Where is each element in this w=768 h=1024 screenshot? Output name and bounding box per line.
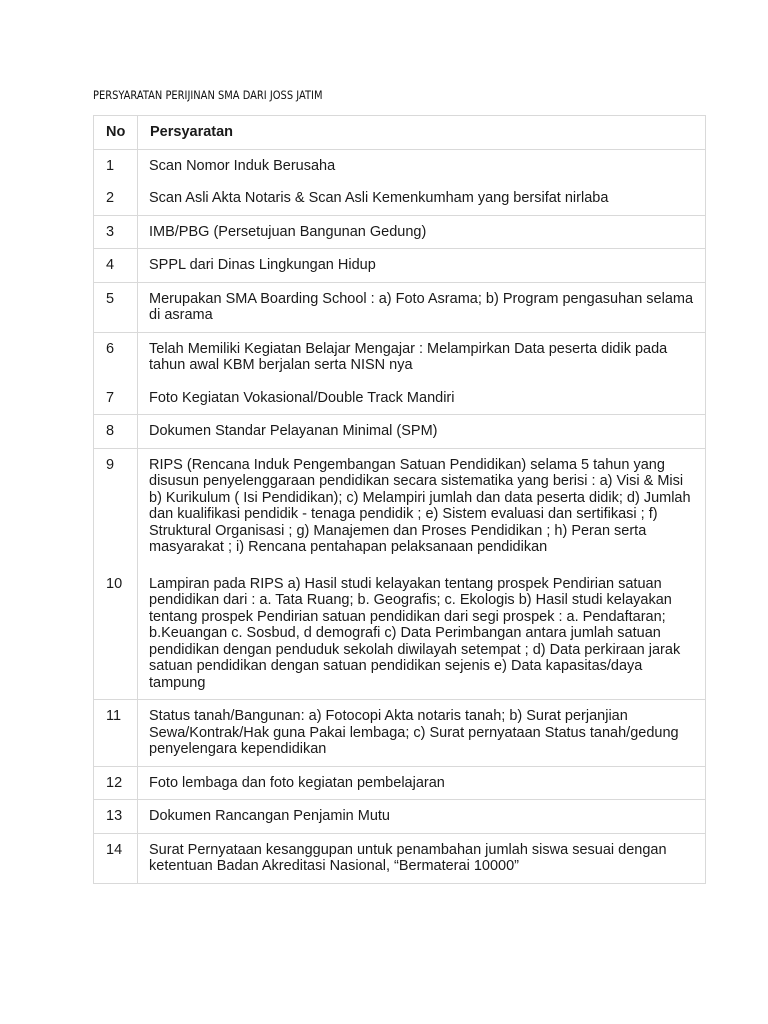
row-number: 5 bbox=[94, 282, 138, 332]
row-number: 7 bbox=[94, 384, 138, 415]
row-text: Surat Pernyataan kesanggupan untuk penambahan jumlah siswa sesuai dengan ketentuan Badan Akreditasi Nasional, “Bermaterai 10000” bbox=[138, 833, 706, 883]
table-row bbox=[94, 833, 706, 883]
row-number: 13 bbox=[94, 800, 138, 834]
row-text: RIPS (Rencana Induk Pengembangan Satuan Pendidikan) selama 5 tahun yang disusun penyelenggaraan pendidikan secara sistematika yang berisi : a) Visi & Misi b) Kurikulum ( Isi Pendidikan); c) Melampiri jumlah dan data peserta didik; d) Jumlah dan kualifikasi pendidik - tenaga pendidik ; e) Sistem evaluasi dan sertifikasi ; f) Struktural Organisasi ; g) Manajemen dan Proses Pendidikan ; h) Peran serta masyarakat ; i) Rencana pentahapan pelaksanaan pendidikan bbox=[138, 448, 706, 570]
table-row bbox=[94, 184, 706, 215]
row-text: Foto lembaga dan foto kegiatan pembelajaran bbox=[138, 766, 706, 800]
row-number: 8 bbox=[94, 415, 138, 449]
table-row bbox=[94, 282, 706, 332]
row-number: 14 bbox=[94, 833, 138, 883]
row-number: 1 bbox=[94, 149, 138, 184]
document-title: PERSYARATAN PERIJINAN SMA DARI JOSS JATIM bbox=[93, 88, 323, 102]
table-row bbox=[94, 332, 706, 384]
row-text: Telah Memiliki Kegiatan Belajar Mengajar : Melampirkan Data peserta didik pada tahun awal KBM berjalan serta NISN nya bbox=[138, 332, 706, 384]
header-requirement: Persyaratan bbox=[138, 116, 706, 150]
row-number: 2 bbox=[94, 184, 138, 215]
row-number: 3 bbox=[94, 215, 138, 249]
table-row bbox=[94, 800, 706, 834]
row-text: IMB/PBG (Persetujuan Bangunan Gedung) bbox=[138, 215, 706, 249]
row-number: 6 bbox=[94, 332, 138, 384]
row-number: 4 bbox=[94, 249, 138, 283]
table-row bbox=[94, 215, 706, 249]
row-text: SPPL dari Dinas Lingkungan Hidup bbox=[138, 249, 706, 283]
row-text: Scan Nomor Induk Berusaha bbox=[138, 149, 706, 184]
table-row bbox=[94, 415, 706, 449]
row-number: 9 bbox=[94, 448, 138, 570]
table-row bbox=[94, 700, 706, 767]
table-row bbox=[94, 766, 706, 800]
row-number: 10 bbox=[94, 570, 138, 700]
row-text: Foto Kegiatan Vokasional/Double Track Mandiri bbox=[138, 384, 706, 415]
header-no: No bbox=[94, 116, 138, 150]
table-row bbox=[94, 149, 706, 184]
row-text: Merupakan SMA Boarding School : a) Foto Asrama; b) Program pengasuhan selama di asrama bbox=[138, 282, 706, 332]
row-text: Dokumen Standar Pelayanan Minimal (SPM) bbox=[138, 415, 706, 449]
row-text: Status tanah/Bangunan: a) Fotocopi Akta notaris tanah; b) Surat perjanjian Sewa/Kontrak/Hak guna Pakai lembaga; c) Surat pernyataan Status tanah/gedung penyelengara kependidikan bbox=[138, 700, 706, 767]
table-row bbox=[94, 570, 706, 700]
row-text: Lampiran pada RIPS a) Hasil studi kelayakan tentang prospek Pendirian satuan pendidikan dari : a. Tata Ruang; b. Geografis; c. Ekologis b) Hasil studi kelayakan tentang prospek Pendirian satuan pendidikan dari segi prospek : a. Pendaftaran; b.Keuangan c. Sosbud, d demografi c) Data Perimbangan antara jumlah satuan pendidikan dengan penduduk sekolah diwilayah setempat ; d) Data perkiraan jarak satuan pendidikan dengan satuan pendidikan sejenis e) Data kapasitas/daya tampung bbox=[138, 570, 706, 700]
table-row bbox=[94, 384, 706, 415]
row-text: Scan Asli Akta Notaris & Scan Asli Kemenkumham yang bersifat nirlaba bbox=[138, 184, 706, 215]
requirements-table bbox=[93, 115, 706, 884]
row-text: Dokumen Rancangan Penjamin Mutu bbox=[138, 800, 706, 834]
row-number: 11 bbox=[94, 700, 138, 767]
table-header-row bbox=[94, 116, 706, 150]
table-row bbox=[94, 249, 706, 283]
row-number: 12 bbox=[94, 766, 138, 800]
table-row bbox=[94, 448, 706, 570]
